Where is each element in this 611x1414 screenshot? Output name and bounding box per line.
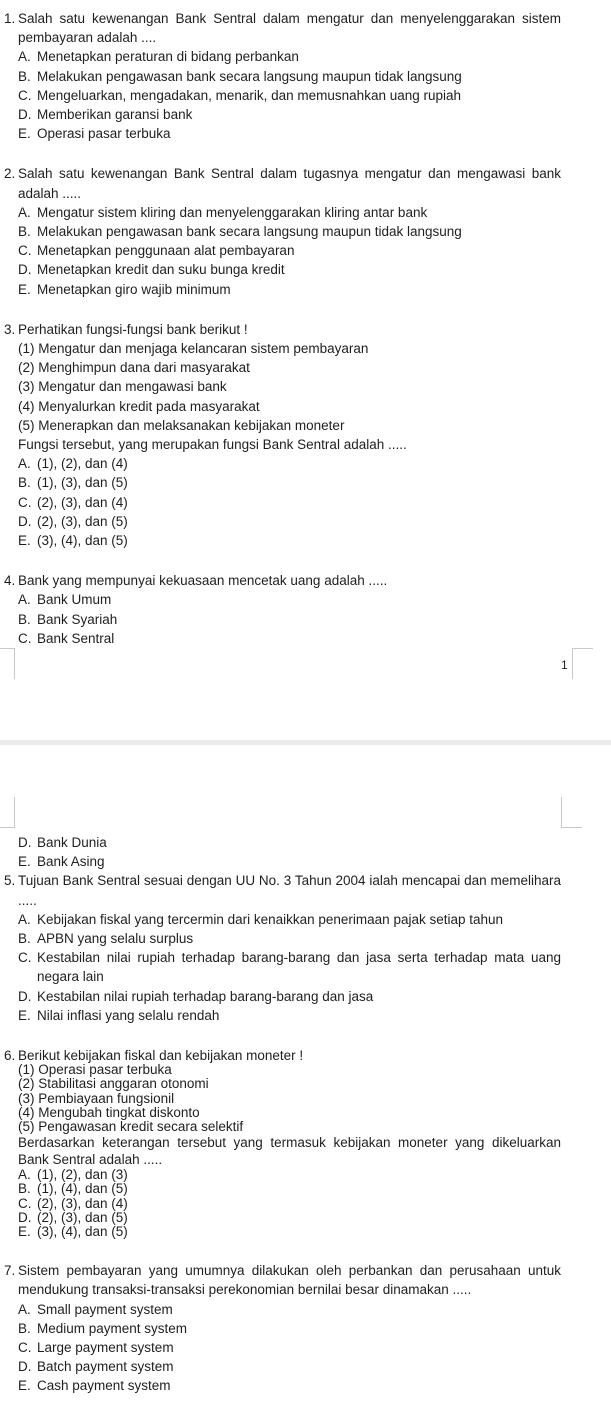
option-e[interactable]: E. (3), (4), dan (5) bbox=[18, 1224, 128, 1240]
question-stem: Salah satu kewenangan Bank Sentral dalam tugasnya mengatur dan mengawasi bank adalah ..... bbox=[18, 166, 561, 201]
crop-mark-top-left bbox=[0, 797, 15, 828]
option-d[interactable]: D. Bank Dunia bbox=[18, 835, 107, 850]
option-d[interactable]: D. Kestabilan nilai rupiah terhadap barang-barang dan jasa bbox=[18, 988, 374, 1004]
option-b[interactable]: B. APBN yang selalu surplus bbox=[18, 931, 194, 947]
question-number: 5. bbox=[4, 873, 16, 889]
list-item: (4) Mengubah tingkat diskonto bbox=[18, 1104, 200, 1120]
option-c[interactable]: C. Kestabilan nilai rupiah terhadap barang-barang dan jasa serta terhadap mata uang negara lain bbox=[18, 950, 561, 985]
option-b[interactable]: B. (1), (3), dan (5) bbox=[18, 475, 128, 491]
question-3 bbox=[0, 320, 611, 550]
question-4-continued bbox=[0, 833, 611, 871]
option-e[interactable]: E. Operasi pasar terbuka bbox=[18, 126, 171, 142]
list-item: (3) Pembiayaan fungsionil bbox=[18, 1090, 175, 1106]
question-number: 1. bbox=[4, 11, 16, 26]
question-number: 4. bbox=[4, 573, 16, 589]
list-item: (2) Menghimpun dana dari masyarakat bbox=[18, 360, 250, 376]
option-b[interactable]: B. (1), (4), dan (5) bbox=[18, 1181, 128, 1197]
question-number: 3. bbox=[4, 321, 16, 337]
option-d[interactable]: D. Menetapkan kredit dan suku bunga kredit bbox=[18, 262, 285, 278]
question-4 bbox=[0, 571, 611, 648]
option-b[interactable]: B. Melakukan pengawasan bank secara langsung maupun tidak langsung bbox=[18, 224, 462, 240]
option-e[interactable]: E. Menetapkan giro wajib minimum bbox=[18, 281, 231, 297]
option-c[interactable]: C. Menetapkan penggunaan alat pembayaran bbox=[18, 243, 295, 259]
crop-mark-bottom-right bbox=[572, 648, 593, 679]
option-a[interactable]: A. Small payment system bbox=[18, 1301, 173, 1317]
list-item: (4) Menyalurkan kredit pada masyarakat bbox=[18, 398, 260, 414]
question-stem: Perhatikan fungsi-fungsi bank berikut ! bbox=[18, 321, 248, 337]
page-number: 1 bbox=[561, 658, 568, 672]
option-a[interactable]: A. (1), (2), dan (3) bbox=[18, 1167, 128, 1183]
option-e[interactable]: E. Bank Asing bbox=[18, 854, 105, 870]
list-item: (5) Pengawasan kredit secara selektif bbox=[18, 1119, 244, 1135]
list-item: (2) Stabilitasi anggaran otonomi bbox=[18, 1076, 209, 1092]
question-stem: Salah satu kewenangan Bank Sentral dalam mengatur dan menyelenggarakan sistem pembayaran adalah .... bbox=[18, 11, 561, 46]
question-stem: Berikut kebijakan fiskal dan kebijakan moneter ! bbox=[18, 1048, 304, 1064]
crop-mark-bottom-left bbox=[0, 648, 15, 679]
question-2 bbox=[0, 164, 611, 298]
question-1 bbox=[0, 9, 611, 143]
page-separator bbox=[0, 740, 611, 745]
page-top bbox=[0, 9, 611, 648]
question-stem: Tujuan Bank Sentral sesuai dengan UU No. 3 Tahun 2004 ialah mencapai dan memelihara ..... bbox=[18, 873, 561, 908]
option-c[interactable]: C. (2), (3), dan (4) bbox=[18, 494, 128, 510]
question-followup: Fungsi tersebut, yang merupakan fungsi Bank Sentral adalah ..... bbox=[18, 437, 407, 453]
option-d[interactable]: D. Batch payment system bbox=[18, 1359, 174, 1375]
list-item: (3) Mengatur dan mengawasi bank bbox=[18, 379, 227, 395]
question-6 bbox=[0, 1049, 611, 1239]
question-number: 7. bbox=[4, 1263, 16, 1279]
question-number: 6. bbox=[4, 1048, 16, 1064]
option-e[interactable]: E. (3), (4), dan (5) bbox=[18, 533, 128, 549]
option-c[interactable]: C. Bank Sentral bbox=[18, 630, 115, 646]
option-a[interactable]: A. Mengatur sistem kliring dan menyelenggarakan kliring antar bank bbox=[18, 204, 428, 220]
option-c[interactable]: C. (2), (3), dan (4) bbox=[18, 1195, 128, 1211]
option-b[interactable]: B. Melakukan pengawasan bank secara langsung maupun tidak langsung bbox=[18, 68, 462, 84]
option-b[interactable]: B. Medium payment system bbox=[18, 1320, 188, 1336]
option-b[interactable]: B. Bank Syariah bbox=[18, 611, 118, 627]
option-d[interactable]: D. (2), (3), dan (5) bbox=[18, 513, 128, 529]
option-e[interactable]: E. Cash payment system bbox=[18, 1378, 171, 1394]
option-d[interactable]: D. (2), (3), dan (5) bbox=[18, 1209, 128, 1225]
list-item: (5) Menerapkan dan melaksanakan kebijakan moneter bbox=[18, 417, 345, 433]
question-number: 2. bbox=[4, 166, 16, 182]
option-a[interactable]: A. Bank Umum bbox=[18, 592, 112, 608]
option-c[interactable]: C. Mengeluarkan, mengadakan, menarik, dan memusnahkan uang rupiah bbox=[18, 87, 462, 103]
option-a[interactable]: A. (1), (2), dan (4) bbox=[18, 456, 128, 472]
option-a[interactable]: A. Kebijakan fiskal yang tercermin dari kenaikkan penerimaan pajak setiap tahun bbox=[18, 911, 504, 927]
list-item: (1) Mengatur dan menjaga kelancaran sistem pembayaran bbox=[18, 341, 369, 357]
page-bottom bbox=[0, 833, 611, 1396]
question-7 bbox=[0, 1261, 611, 1395]
option-c[interactable]: C. Large payment system bbox=[18, 1340, 174, 1356]
option-d[interactable]: D. Memberikan garansi bank bbox=[18, 107, 193, 123]
crop-mark-top-right bbox=[561, 797, 582, 828]
question-stem: Bank yang mempunyai kekuasaan mencetak uang adalah ..... bbox=[18, 573, 388, 589]
question-followup: Berdasarkan keterangan tersebut yang termasuk kebijakan moneter yang dikeluarkan Bank Sentral adalah ..... bbox=[18, 1135, 561, 1168]
list-item: (1) Operasi pasar terbuka bbox=[18, 1062, 172, 1078]
question-stem: Sistem pembayaran yang umumnya dilakukan oleh perbankan dan perusahaan untuk mendukung transaksi-transaksi perekonomian bernilai besar dinamakan ..... bbox=[18, 1263, 561, 1298]
option-a[interactable]: A. Menetapkan peraturan di bidang perbankan bbox=[18, 49, 299, 65]
question-5 bbox=[0, 871, 611, 1025]
option-e[interactable]: E. Nilai inflasi yang selalu rendah bbox=[18, 1007, 220, 1023]
